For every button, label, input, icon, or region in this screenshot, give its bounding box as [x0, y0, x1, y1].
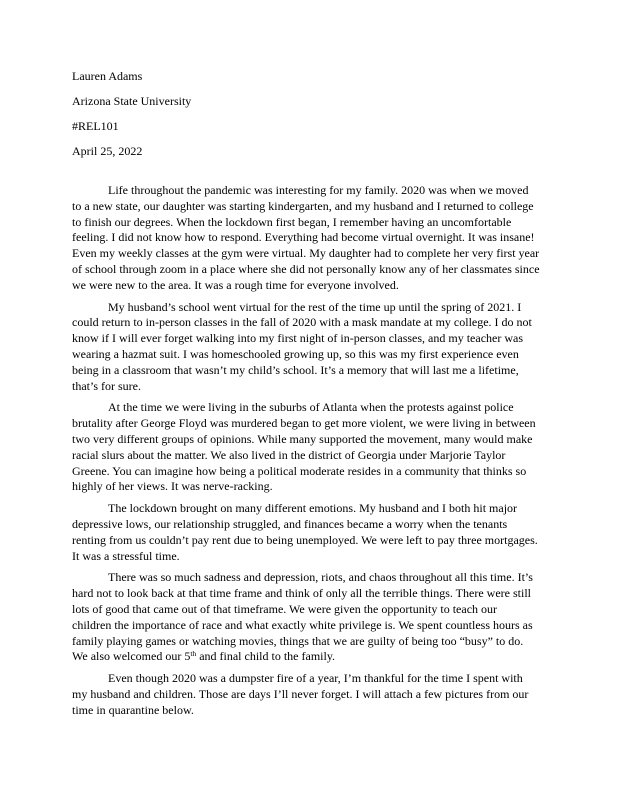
text-line: highly of her views. It was nerve-racking.	[72, 479, 273, 494]
essay-paragraph-3	[72, 400, 546, 495]
document-header	[72, 64, 546, 164]
text-line: know if I will ever forget walking into my first night of in-person classes, and my teacher was	[72, 331, 524, 346]
date-line: April 25, 2022	[72, 144, 143, 158]
text-line: renting from us couldn’t pay rent due to being unemployed. We were left to pay three mortgages.	[72, 532, 538, 547]
text-line	[72, 649, 546, 665]
school-line: Arizona State University	[72, 94, 192, 108]
ordinal-superscript: th	[190, 649, 197, 659]
text-line: time in quarantine below.	[72, 702, 194, 717]
text-segment: and final child to the family.	[196, 649, 336, 664]
text-line: my husband and children. Those are days I’ll never forget. I will attach a few pictures from our	[72, 686, 529, 701]
text-line: could return to in-person classes in the fall of 2020 with a mask mandate at my college. I do not	[72, 315, 532, 330]
text-line: Even my weekly classes at the gym were virtual. My daughter had to complete her very first year	[72, 246, 540, 261]
text-line: Even though 2020 was a dumpster fire of a year, I’m thankful for the time I spent with	[108, 671, 523, 686]
essay-paragraph-5	[72, 570, 546, 665]
text-line: children the importance of race and what exactly white privilege is. We spent countless hours as	[72, 617, 533, 632]
essay-paragraph-6	[72, 671, 546, 718]
essay-paragraph-2	[72, 300, 546, 395]
text-line: lots of good that came out of that timeframe. We were given the opportunity to teach our	[72, 601, 498, 616]
text-segment: We also welcomed our 5	[72, 649, 191, 664]
text-line: feeling. I did not know how to respond. Everything had become virtual overnight. It was insane!	[72, 230, 535, 245]
text-line: There was so much sadness and depression, riots, and chaos throughout all this time. It’s	[108, 570, 533, 585]
text-line: hard not to look back at that time frame and think of only all the terrible things. There were still	[72, 586, 531, 601]
text-line: My husband’s school went virtual for the rest of the time up until the spring of 2021. I	[108, 299, 522, 314]
text-line: we were new to the area. It was a rough time for everyone involved.	[72, 277, 399, 292]
text-line: Greene. You can imagine how being a political moderate resides in a community that thinks so	[72, 463, 527, 478]
text-line: that’s for sure.	[72, 378, 141, 393]
text-line: The lockdown brought on many different emotions. My husband and I both hit major	[108, 501, 518, 516]
text-line: to a new state, our daughter was starting kindergarten, and my husband and I returned to college	[72, 198, 534, 213]
text-line: It was a stressful time.	[72, 548, 180, 563]
text-line: of school through zoom in a place where she did not personally know any of her classmates since	[72, 261, 540, 276]
text-line: family playing games or watching movies, things that we are guilty of being too “busy” to do.	[72, 633, 524, 648]
text-line: being in a classroom that wasn’t my child’s school. It’s a memory that will last me a lifetime,	[72, 362, 519, 377]
essay-paragraph-1	[72, 183, 546, 294]
text-line: Life throughout the pandemic was interesting for my family. 2020 was when we moved	[108, 183, 529, 197]
text-line: racial slurs about the matter. We also lived in the district of Georgia under Marjorie Taylor	[72, 447, 506, 462]
essay-body	[72, 183, 546, 719]
text-line: two very different groups of opinions. While many supported the movement, many would make	[72, 431, 533, 446]
text-line: to finish our degrees. When the lockdown first began, I remember having an uncomfortable	[72, 214, 512, 229]
author-line: Lauren Adams	[72, 69, 143, 83]
text-line: At the time we were living in the suburbs of Atlanta when the protests against police	[108, 400, 514, 415]
text-line: depressive lows, our relationship struggled, and finances became a worry when the tenants	[72, 516, 508, 531]
course-line: #REL101	[72, 119, 119, 133]
text-line: wearing a hazmat suit. I was homeschooled growing up, so this was my first experience even	[72, 346, 519, 361]
text-line: brutality after George Floyd was murdered began to get more violent, we were living in between	[72, 416, 536, 431]
essay-paragraph-4	[72, 501, 546, 564]
